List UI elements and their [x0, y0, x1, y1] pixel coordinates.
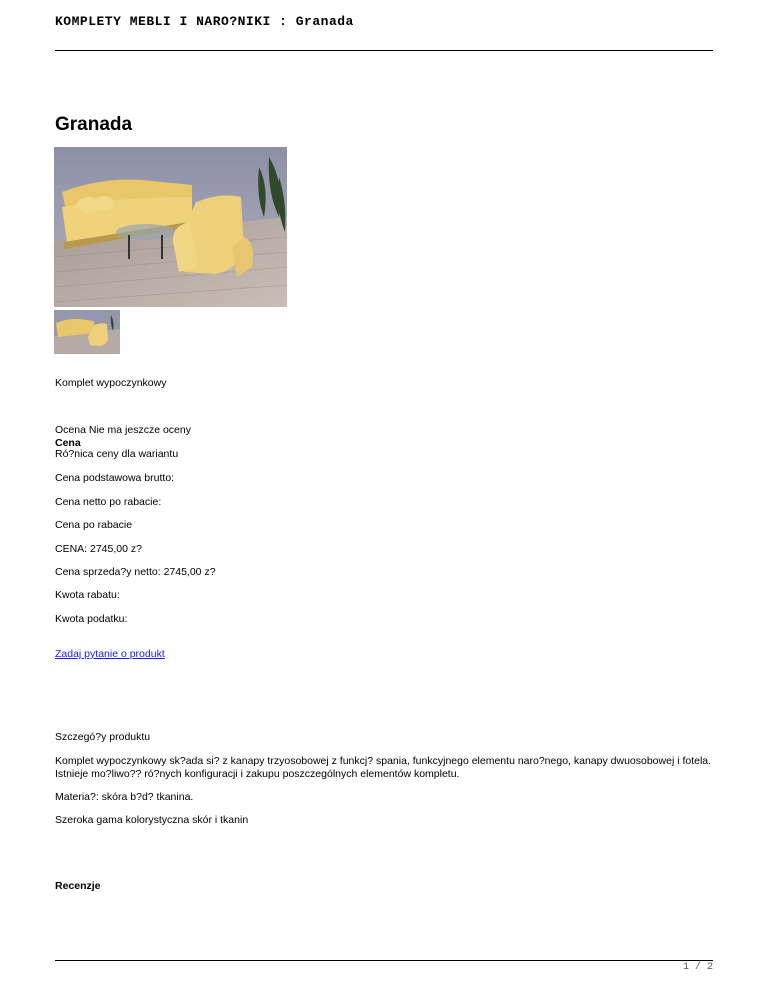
net-sale-price: Cena sprzeda?y netto: 2745,00 z? — [55, 566, 216, 578]
footer-divider — [55, 960, 713, 961]
details-heading: Szczegó?y produktu — [55, 731, 151, 743]
product-photo[interactable] — [54, 147, 287, 307]
ask-question-link[interactable]: Zadaj pytanie o produkt — [55, 648, 165, 660]
rating-value: Nie ma jeszcze oceny — [88, 424, 191, 436]
details-description-line2: Istnieje mo?liwo?? ró?nych konfiguracji i zakupu poszczególnych elementów kompletu. — [55, 768, 460, 780]
page-header-title: KOMPLETY MEBLI I NARO?NIKI : Granada — [55, 14, 354, 29]
header-divider — [55, 50, 713, 51]
product-thumbnail[interactable] — [54, 310, 120, 354]
details-material: Materia?: skóra b?d? tkanina. — [55, 791, 194, 803]
rating-line — [55, 424, 191, 437]
price-heading: Cena — [55, 437, 81, 449]
reviews-heading: Recenzje — [55, 880, 101, 892]
base-gross-price: Cena podstawowa brutto: — [55, 472, 175, 484]
page-number: 1 / 2 — [682, 962, 713, 973]
details-colors: Szeroka gama kolorystyczna skór i tkanin — [55, 814, 249, 826]
discount-amount: Kwota rabatu: — [55, 589, 120, 601]
price-after-discount: Cena po rabacie — [55, 519, 133, 531]
variant-price-diff: Ró?nica ceny dla wariantu — [55, 448, 179, 460]
details-description-line1: Komplet wypoczynkowy sk?ada si? z kanapy trzyosobowej z funkcj? spania, funkcyjnego elementu naro?nego, kanapy dwuosobowej i fotela. — [55, 755, 712, 767]
product-title: Granada — [55, 114, 133, 135]
net-after-discount: Cena netto po rabacie: — [55, 496, 162, 508]
final-price: CENA: 2745,00 z? — [55, 543, 142, 555]
tax-amount: Kwota podatku: — [55, 613, 128, 625]
product-subtitle: Komplet wypoczynkowy — [55, 377, 167, 389]
rating-label: Ocena — [55, 424, 86, 436]
